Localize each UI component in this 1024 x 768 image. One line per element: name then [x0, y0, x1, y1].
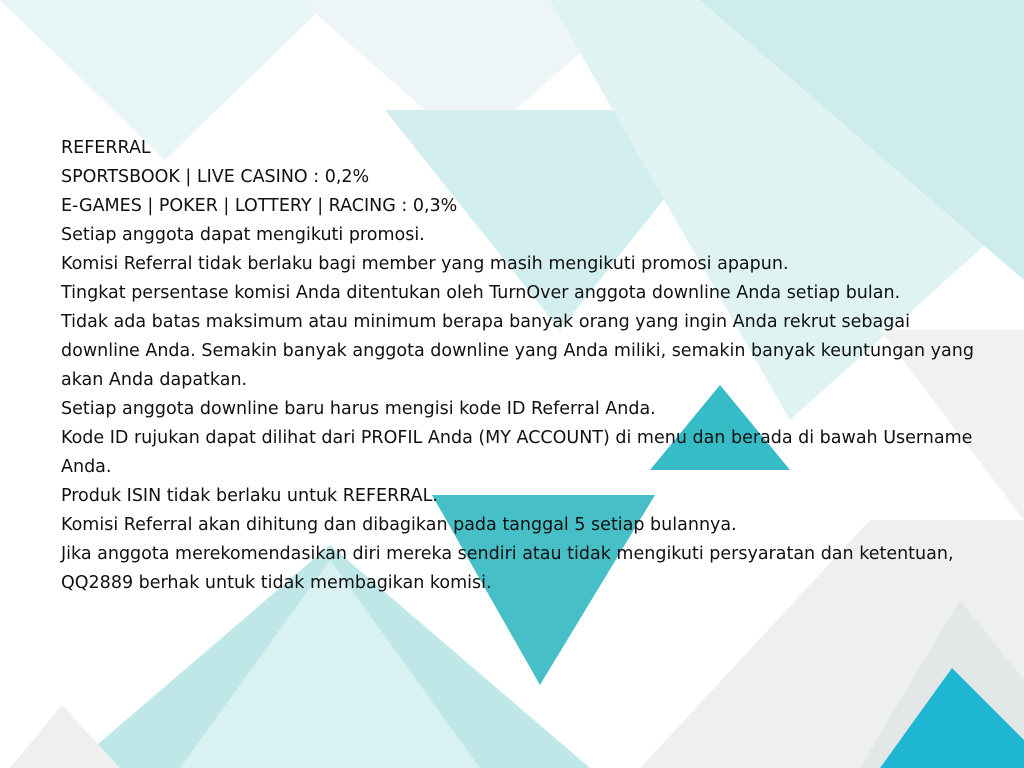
- term-item: Produk ISIN tidak berlaku untuk REFERRAL.: [61, 486, 438, 506]
- referral-content: [61, 134, 991, 598]
- rate-egames: E-GAMES | POKER | LOTTERY | RACING : 0,3%: [61, 196, 458, 216]
- term-item: Setiap anggota dapat mengikuti promosi.: [61, 225, 425, 245]
- term-item: Tingkat persentase komisi Anda ditentukan oleh TurnOver anggota downline Anda setiap bulan.: [61, 283, 901, 303]
- term-item: Komisi Referral akan dihitung dan dibagikan pada tanggal 5 setiap bulannya.: [61, 515, 737, 535]
- rate-sportsbook: SPORTSBOOK | LIVE CASINO : 0,2%: [61, 167, 370, 187]
- term-item: Komisi Referral tidak berlaku bagi member yang masih mengikuti promosi apapun.: [61, 254, 789, 274]
- bg-triangle: [10, 705, 120, 768]
- referral-title: REFERRAL: [61, 138, 151, 158]
- term-item: Kode ID rujukan dapat dilihat dari PROFIL Anda (MY ACCOUNT) di menu dan berada di bawah Username Anda.: [61, 428, 973, 477]
- term-item: Tidak ada batas maksimum atau minimum berapa banyak orang yang ingin Anda rekrut sebagai downline Anda. Semakin banyak anggota downline yang Anda miliki, semakin banyak keuntungan yang akan Anda dapatkan.: [61, 312, 974, 390]
- term-item: Jika anggota merekomendasikan diri mereka sendiri atau tidak mengikuti persyaratan dan ketentuan, QQ2889 berhak untuk tidak membagikan komisi.: [61, 544, 954, 593]
- term-item: Setiap anggota downline baru harus mengisi kode ID Referral Anda.: [61, 399, 656, 419]
